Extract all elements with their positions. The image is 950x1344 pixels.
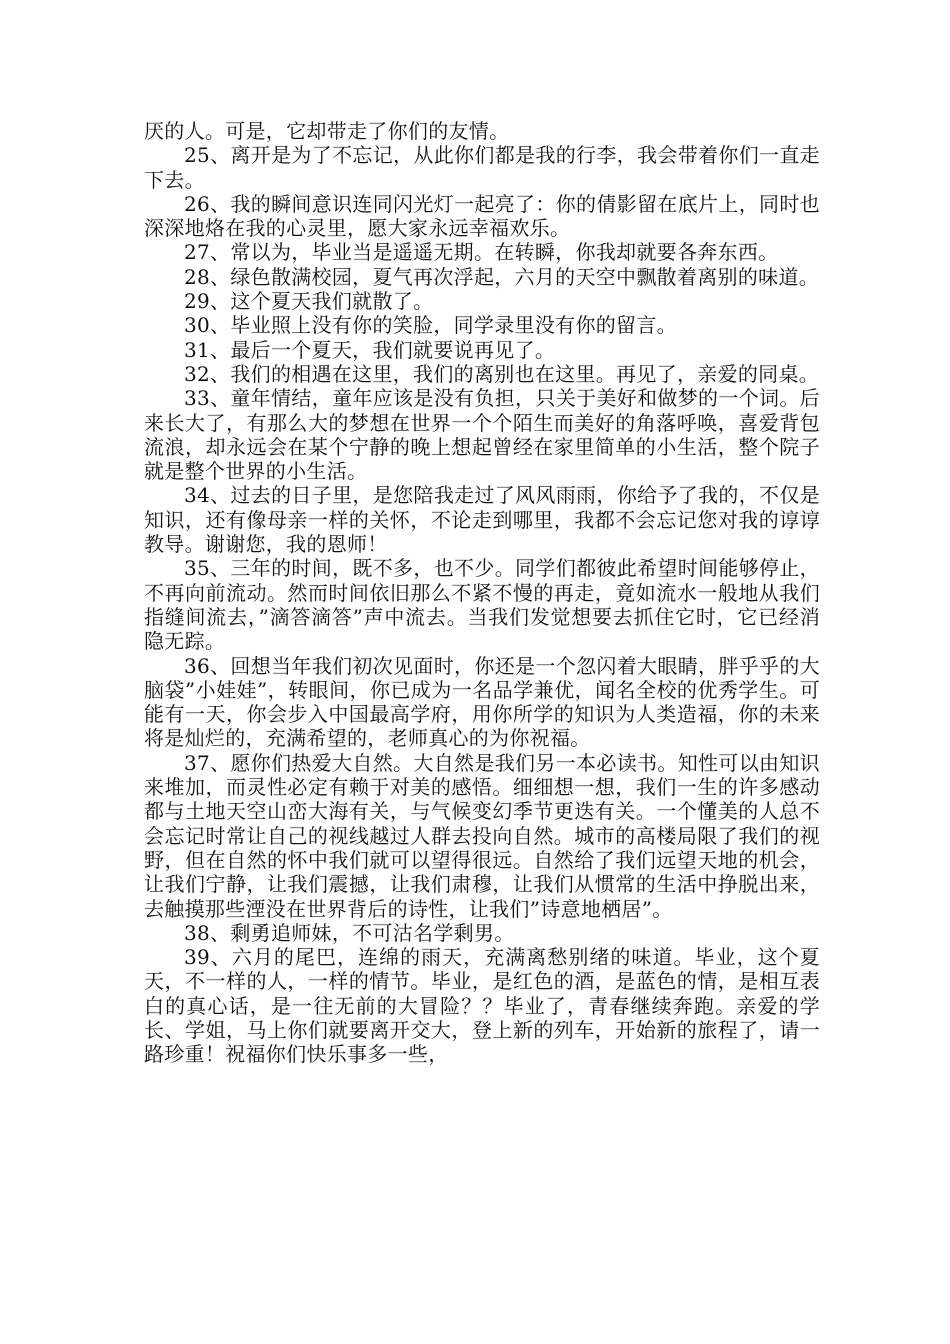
paragraph-35: 35、三年的时间，既不多，也不少。同学们都彼此希望时间能够停止，不再向前流动。然而时间依旧那么不紧不慢的再走，竟如流水一般地从我们指缝间流去，”滴答滴答”声中流去。当我们发觉想要去抓住它时，它已经消隐无踪。: [144, 556, 820, 654]
paragraph-36: 36、回想当年我们初次见面时，你还是一个忽闪着大眼睛，胖乎乎的大脑袋”小娃娃”，转眼间，你已成为一名品学兼优，闻名全校的优秀学生。可能有一天，你会步入中国最高学府，用你所学的知识为人类造福，你的未来将是灿烂的，充满希望的，老师真心的为你祝福。: [144, 653, 820, 751]
paragraph-32: 32、我们的相遇在这里，我们的离别也在这里。再见了，亲爱的同桌。: [184, 361, 820, 386]
paragraph-38: 38、剩勇追师妹，不可沽名学剩男。: [184, 920, 515, 945]
paragraph-31: 31、最后一个夏天，我们就要说再见了。: [184, 337, 556, 362]
paragraph-33: 33、童年情结，童年应该是没有负担，只关于美好和做梦的一个词。后来长大了，有那么大的梦想在世界一个个陌生而美好的角落呼唤，喜爱背包流浪，却永远会在某个宁静的晚上想起曾经在家里简单的小生活，整个院子就是整个世界的小生活。: [144, 386, 820, 484]
paragraph-25: 25、离开是为了不忘记，从此你们都是我的行李，我会带着你们一直走下去。: [144, 143, 820, 192]
paragraph-27: 27、常以为，毕业当是遥遥无期。在转瞬，你我却就要各奔东西。: [184, 240, 779, 265]
paragraph-37: 37、愿你们热爱大自然。大自然是我们另一本必读书。知性可以由知识来堆加，而灵性必定有赖于对美的感悟。细细想一想，我们一生的许多感动都与土地天空山峦大海有关，与气候变幻季节更迭有关。一个懂美的人总不会忘记时常让自己的视线越过人群去投向自然。城市的高楼局限了我们的视野，但在自然的怀中我们就可以望得很远。自然给了我们远望天地的机会，让我们宁静，让我们震撼，让我们肃穆，让我们从惯常的生活中挣脱出来，去触摸那些湮没在世界背后的诗性，让我们”诗意地栖居”。: [144, 750, 820, 921]
paragraph-34: 34、过去的日子里，是您陪我走过了风风雨雨，你给予了我的，不仅是知识，还有像母亲一样的关怀，不论走到哪里，我都不会忘记您对我的谆谆教导。谢谢您，我的恩师！: [144, 483, 820, 557]
paragraph-30: 30、毕业照上没有你的笑脸，同学录里没有你的留言。: [184, 313, 677, 338]
document-body: [144, 119, 820, 1067]
paragraph-39: 39、六月的尾巴，连绵的雨天，充满离愁别绪的味道。毕业，这个夏天，不一样的人，一样的情节。毕业，是红色的酒，是蓝色的情，是相互表白的真心话，是一往无前的大冒险？？毕业了，青春继续奔跑。亲爱的学长、学姐，马上你们就要离开交大，登上新的列车，开始新的旅程了，请一路珍重！祝福你们快乐事多一些，: [144, 945, 820, 1067]
paragraph-26: 26、我的瞬间意识连同闪光灯一起亮了：你的倩影留在底片上，同时也深深地烙在我的心灵里，愿大家永远幸福欢乐。: [144, 191, 820, 241]
paragraph-28: 28、绿色散满校园，夏气再次浮起，六月的天空中飘散着离别的味道。: [184, 264, 820, 289]
paragraph-24-continued: 厌的人。可是，它却带走了你们的友情。: [144, 119, 510, 143]
paragraph-29: 29、这个夏天我们就散了。: [184, 289, 434, 314]
